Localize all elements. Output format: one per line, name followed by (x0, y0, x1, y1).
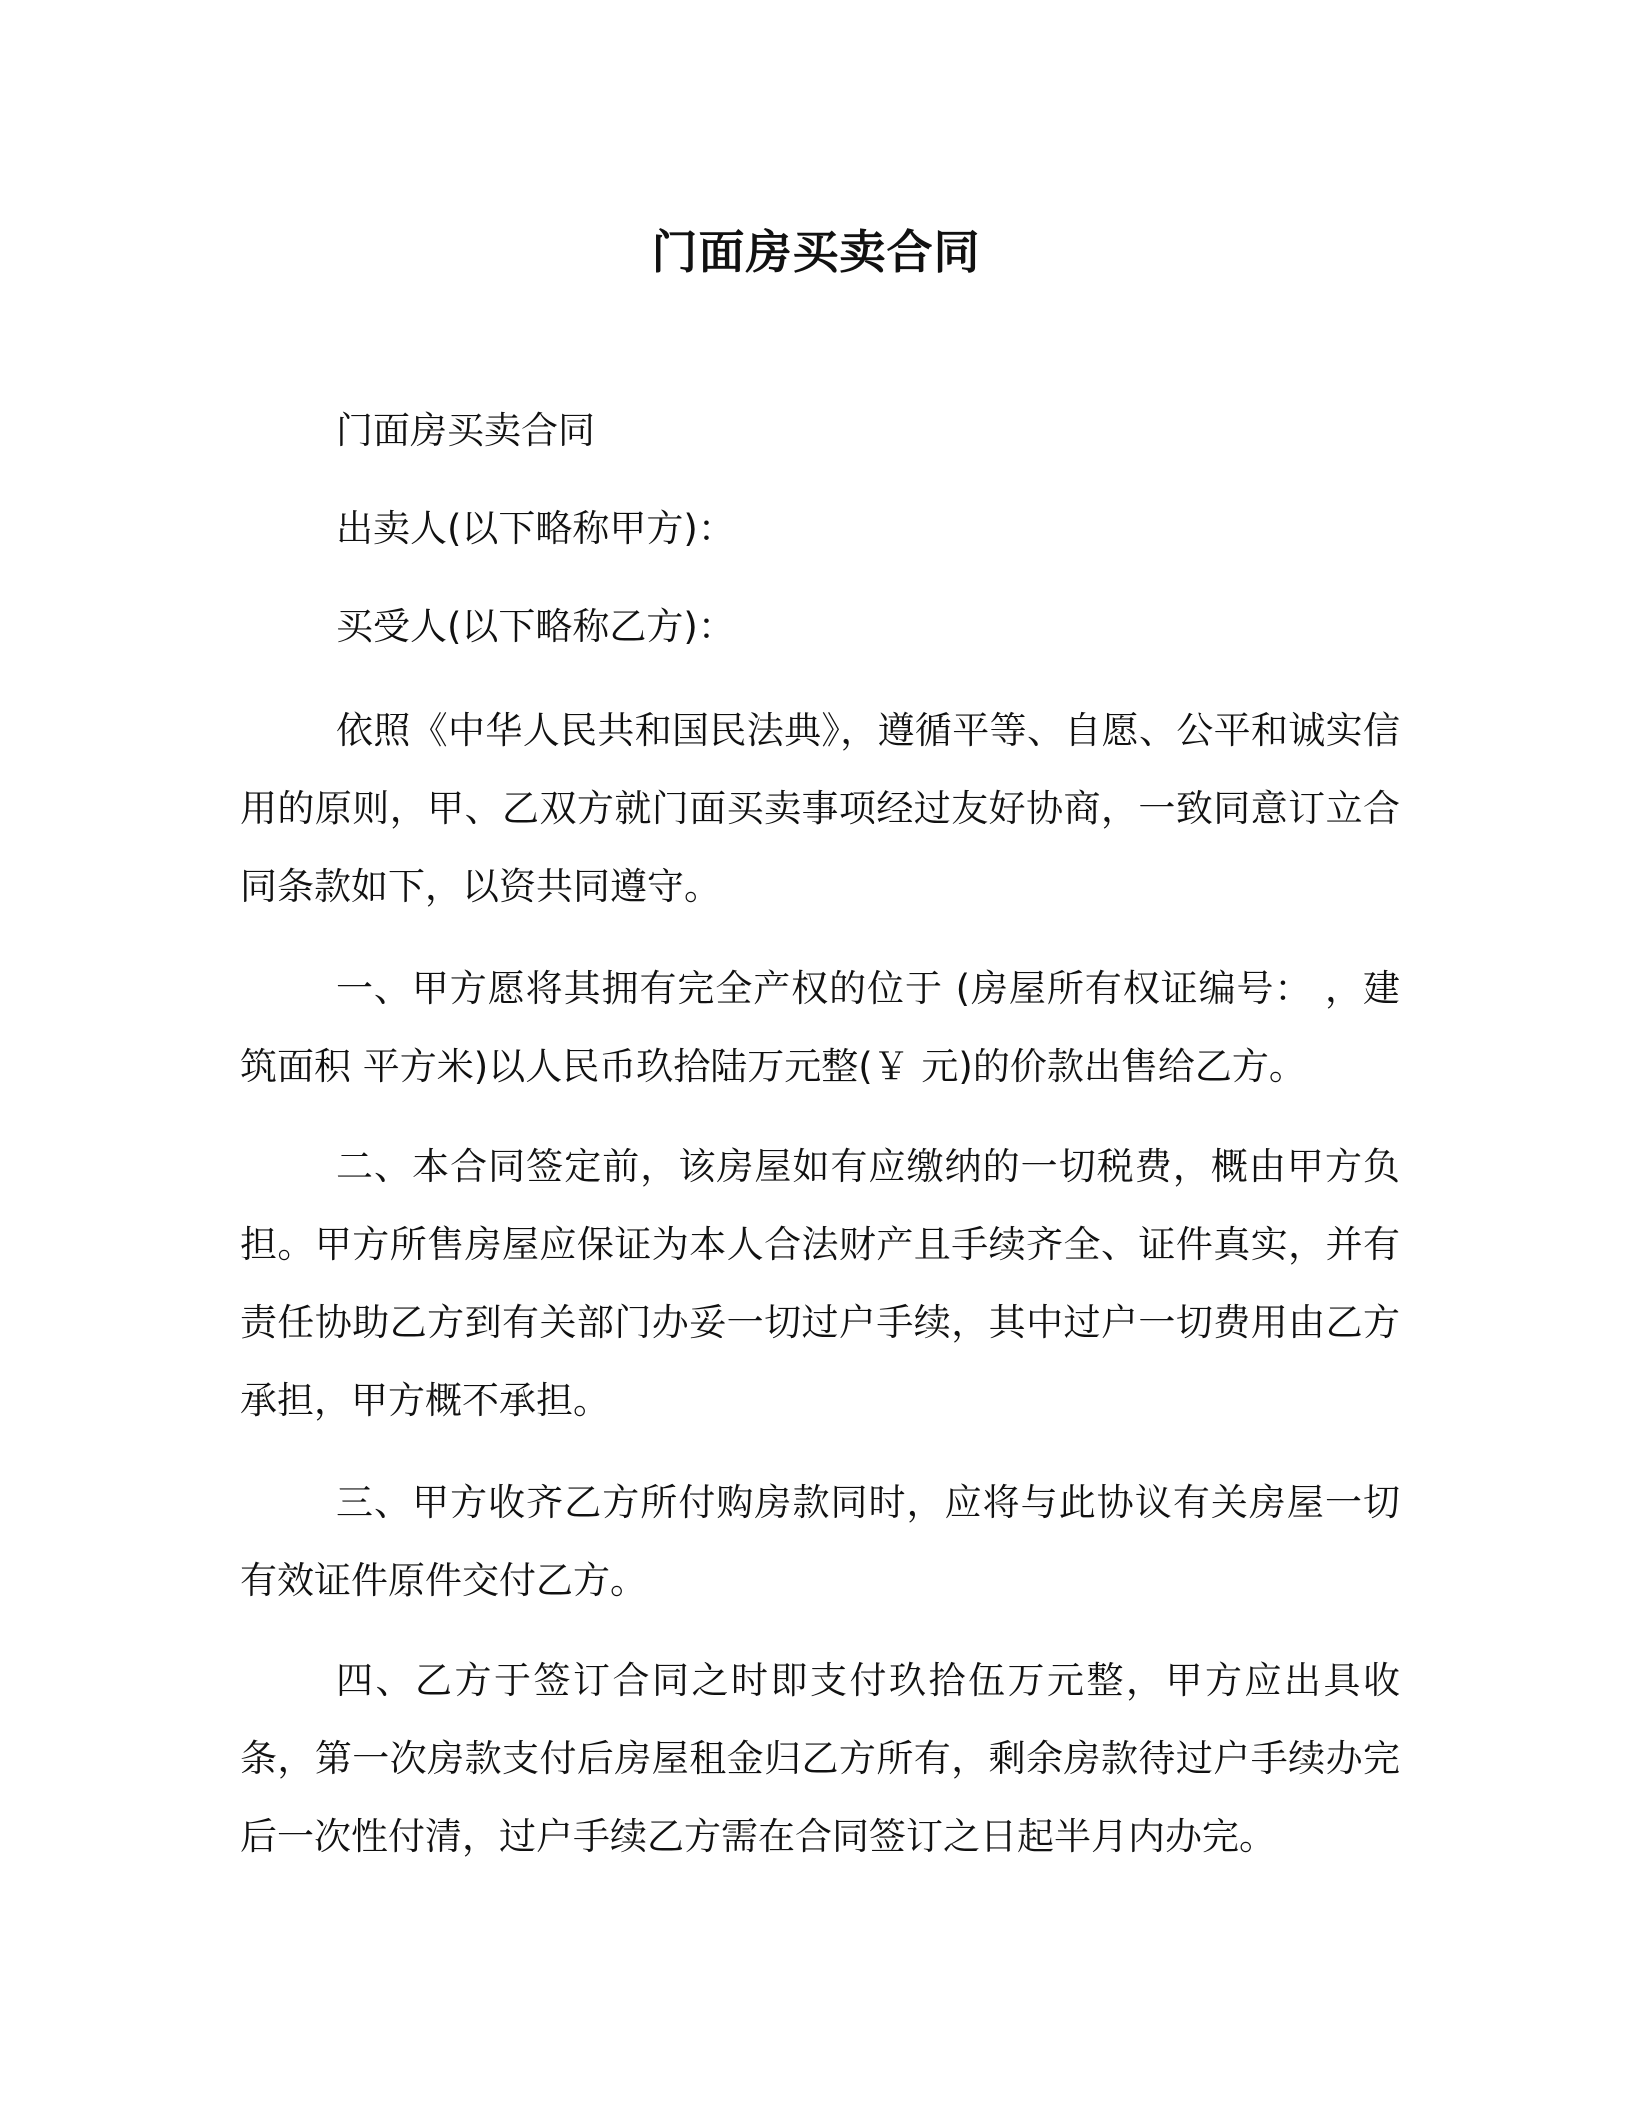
buyer-line: 买受人(以下略称乙方)： (336, 605, 735, 648)
paragraph-preamble: 依照《中华人民共和国民法典》，遵循平等、自愿、公平和诚实信用的原则，甲、乙双方就门面买卖事项经过友好协商，一致同意订立合同条款如下，以资共同遵守。 (240, 709, 1400, 908)
paragraph-clause-3: 三、甲方收齐乙方所付购房款同时，应将与此协议有关房屋一切有效证件原件交付乙方。 (240, 1481, 1400, 1602)
paragraph-clause-4: 四、乙方于签订合同之时即支付玖拾伍万元整，甲方应出具收条，第一次房款支付后房屋租金归乙方所有，剩余房款待过户手续办完后一次性付清，过户手续乙方需在合同签订之日起半月内办完。 (240, 1659, 1400, 1858)
document-title: 门面房买卖合同 (651, 225, 981, 279)
paragraph-clause-1: 一、甲方愿将其拥有完全产权的位于 (房屋所有权证编号： ，建筑面积 平方米)以人民币玖拾陆万元整(￥ 元)的价款出售给乙方。 (240, 967, 1400, 1088)
paragraph-clause-2: 二、本合同签定前，该房屋如有应缴纳的一切税费，概由甲方负担。甲方所售房屋应保证为本人合法财产且手续齐全、证件真实，并有责任协助乙方到有关部门办妥一切过户手续，其中过户一切费用由乙方承担，甲方概不承担。 (240, 1145, 1400, 1422)
seller-line: 出卖人(以下略称甲方)： (336, 507, 735, 550)
contract-subtitle: 门面房买卖合同 (336, 409, 595, 452)
